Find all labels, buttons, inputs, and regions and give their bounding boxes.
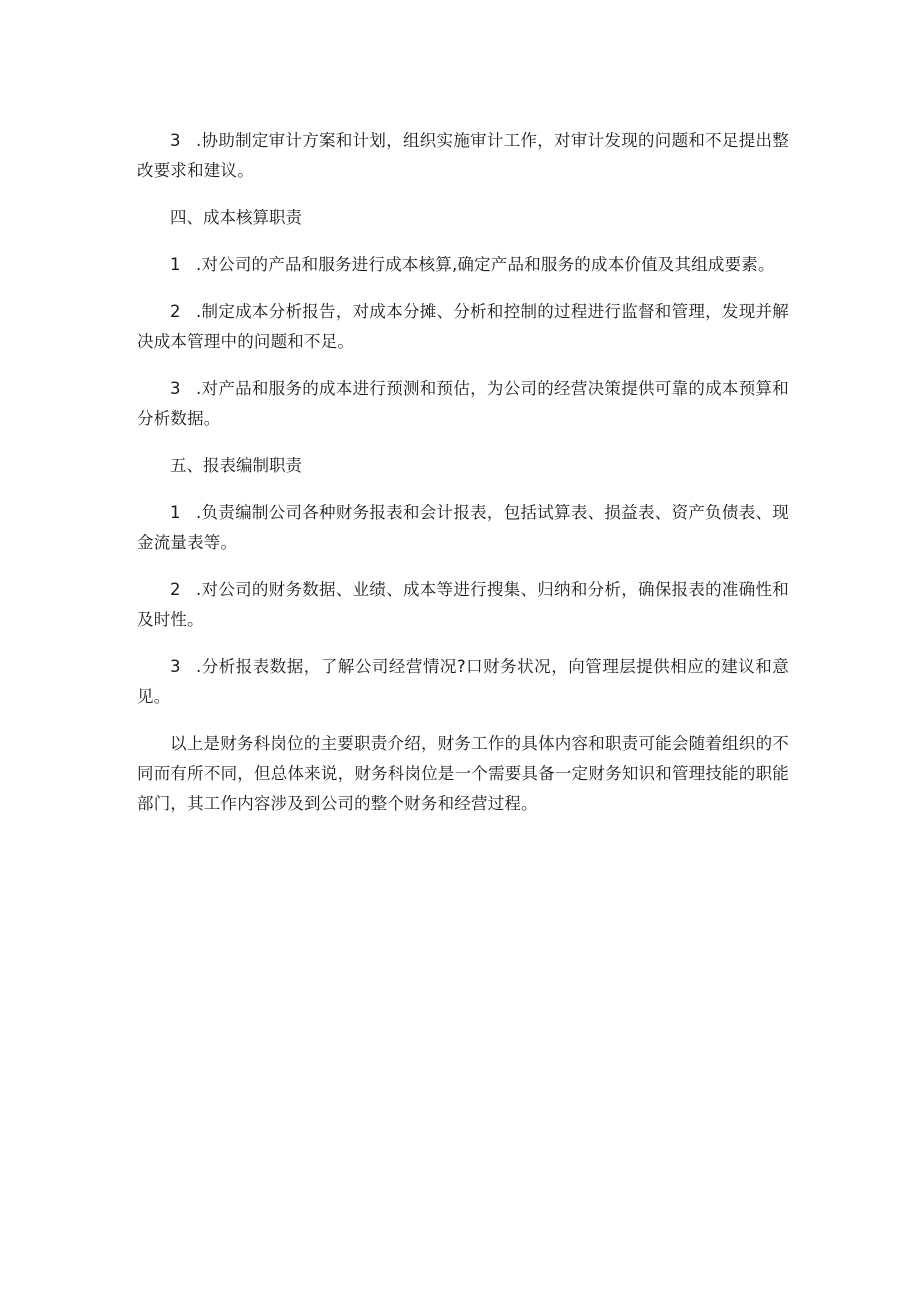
item-number: 3	[170, 131, 181, 150]
item-number: 3	[170, 379, 181, 398]
item-number: 3	[170, 657, 181, 676]
item-text: .分析报表数据，了解公司经营情况?口财务状况，向管理层提供相应的建议和意见。	[137, 657, 789, 706]
item-number: 2	[170, 580, 181, 599]
item-text: .对公司的财务数据、业绩、成本等进行搜集、归纳和分析，确保报表的准确性和及时性。	[137, 580, 789, 629]
section-heading-cost-accounting: 四、成本核算职责	[170, 208, 302, 227]
cost-item-3	[137, 374, 789, 434]
item-text: .对产品和服务的成本进行预测和预估，为公司的经营决策提供可靠的成本预算和分析数据。	[137, 379, 789, 428]
report-item-2	[137, 575, 789, 635]
cost-item-1	[137, 250, 789, 280]
report-item-1	[137, 498, 789, 558]
item-number: 1	[170, 503, 181, 522]
item-text: .负责编制公司各种财务报表和会计报表，包括试算表、损益表、资产负债表、现金流量表等。	[137, 503, 789, 552]
section-heading-report-preparation: 五、报表编制职责	[170, 456, 302, 475]
item-text: .制定成本分析报告，对成本分摊、分析和控制的过程进行监督和管理，发现并解决成本管理中的问题和不足。	[137, 302, 789, 351]
audit-item-3	[137, 126, 789, 186]
document-body	[137, 126, 789, 836]
item-text: .对公司的产品和服务进行成本核算,确定产品和服务的成本价值及其组成要素。	[196, 255, 775, 274]
cost-item-2	[137, 297, 789, 357]
report-item-3	[137, 652, 789, 712]
summary-paragraph: 以上是财务科岗位的主要职责介绍，财务工作的具体内容和职责可能会随着组织的不同而有所不同，但总体来说，财务科岗位是一个需要具备一定财务知识和管理技能的职能部门，其工作内容涉及到公司的整个财务和经营过程。	[137, 734, 789, 813]
item-number: 2	[170, 302, 181, 321]
item-number: 1	[170, 255, 181, 274]
item-text: .协助制定审计方案和计划，组织实施审计工作，对审计发现的问题和不足提出整改要求和建议。	[137, 131, 789, 180]
